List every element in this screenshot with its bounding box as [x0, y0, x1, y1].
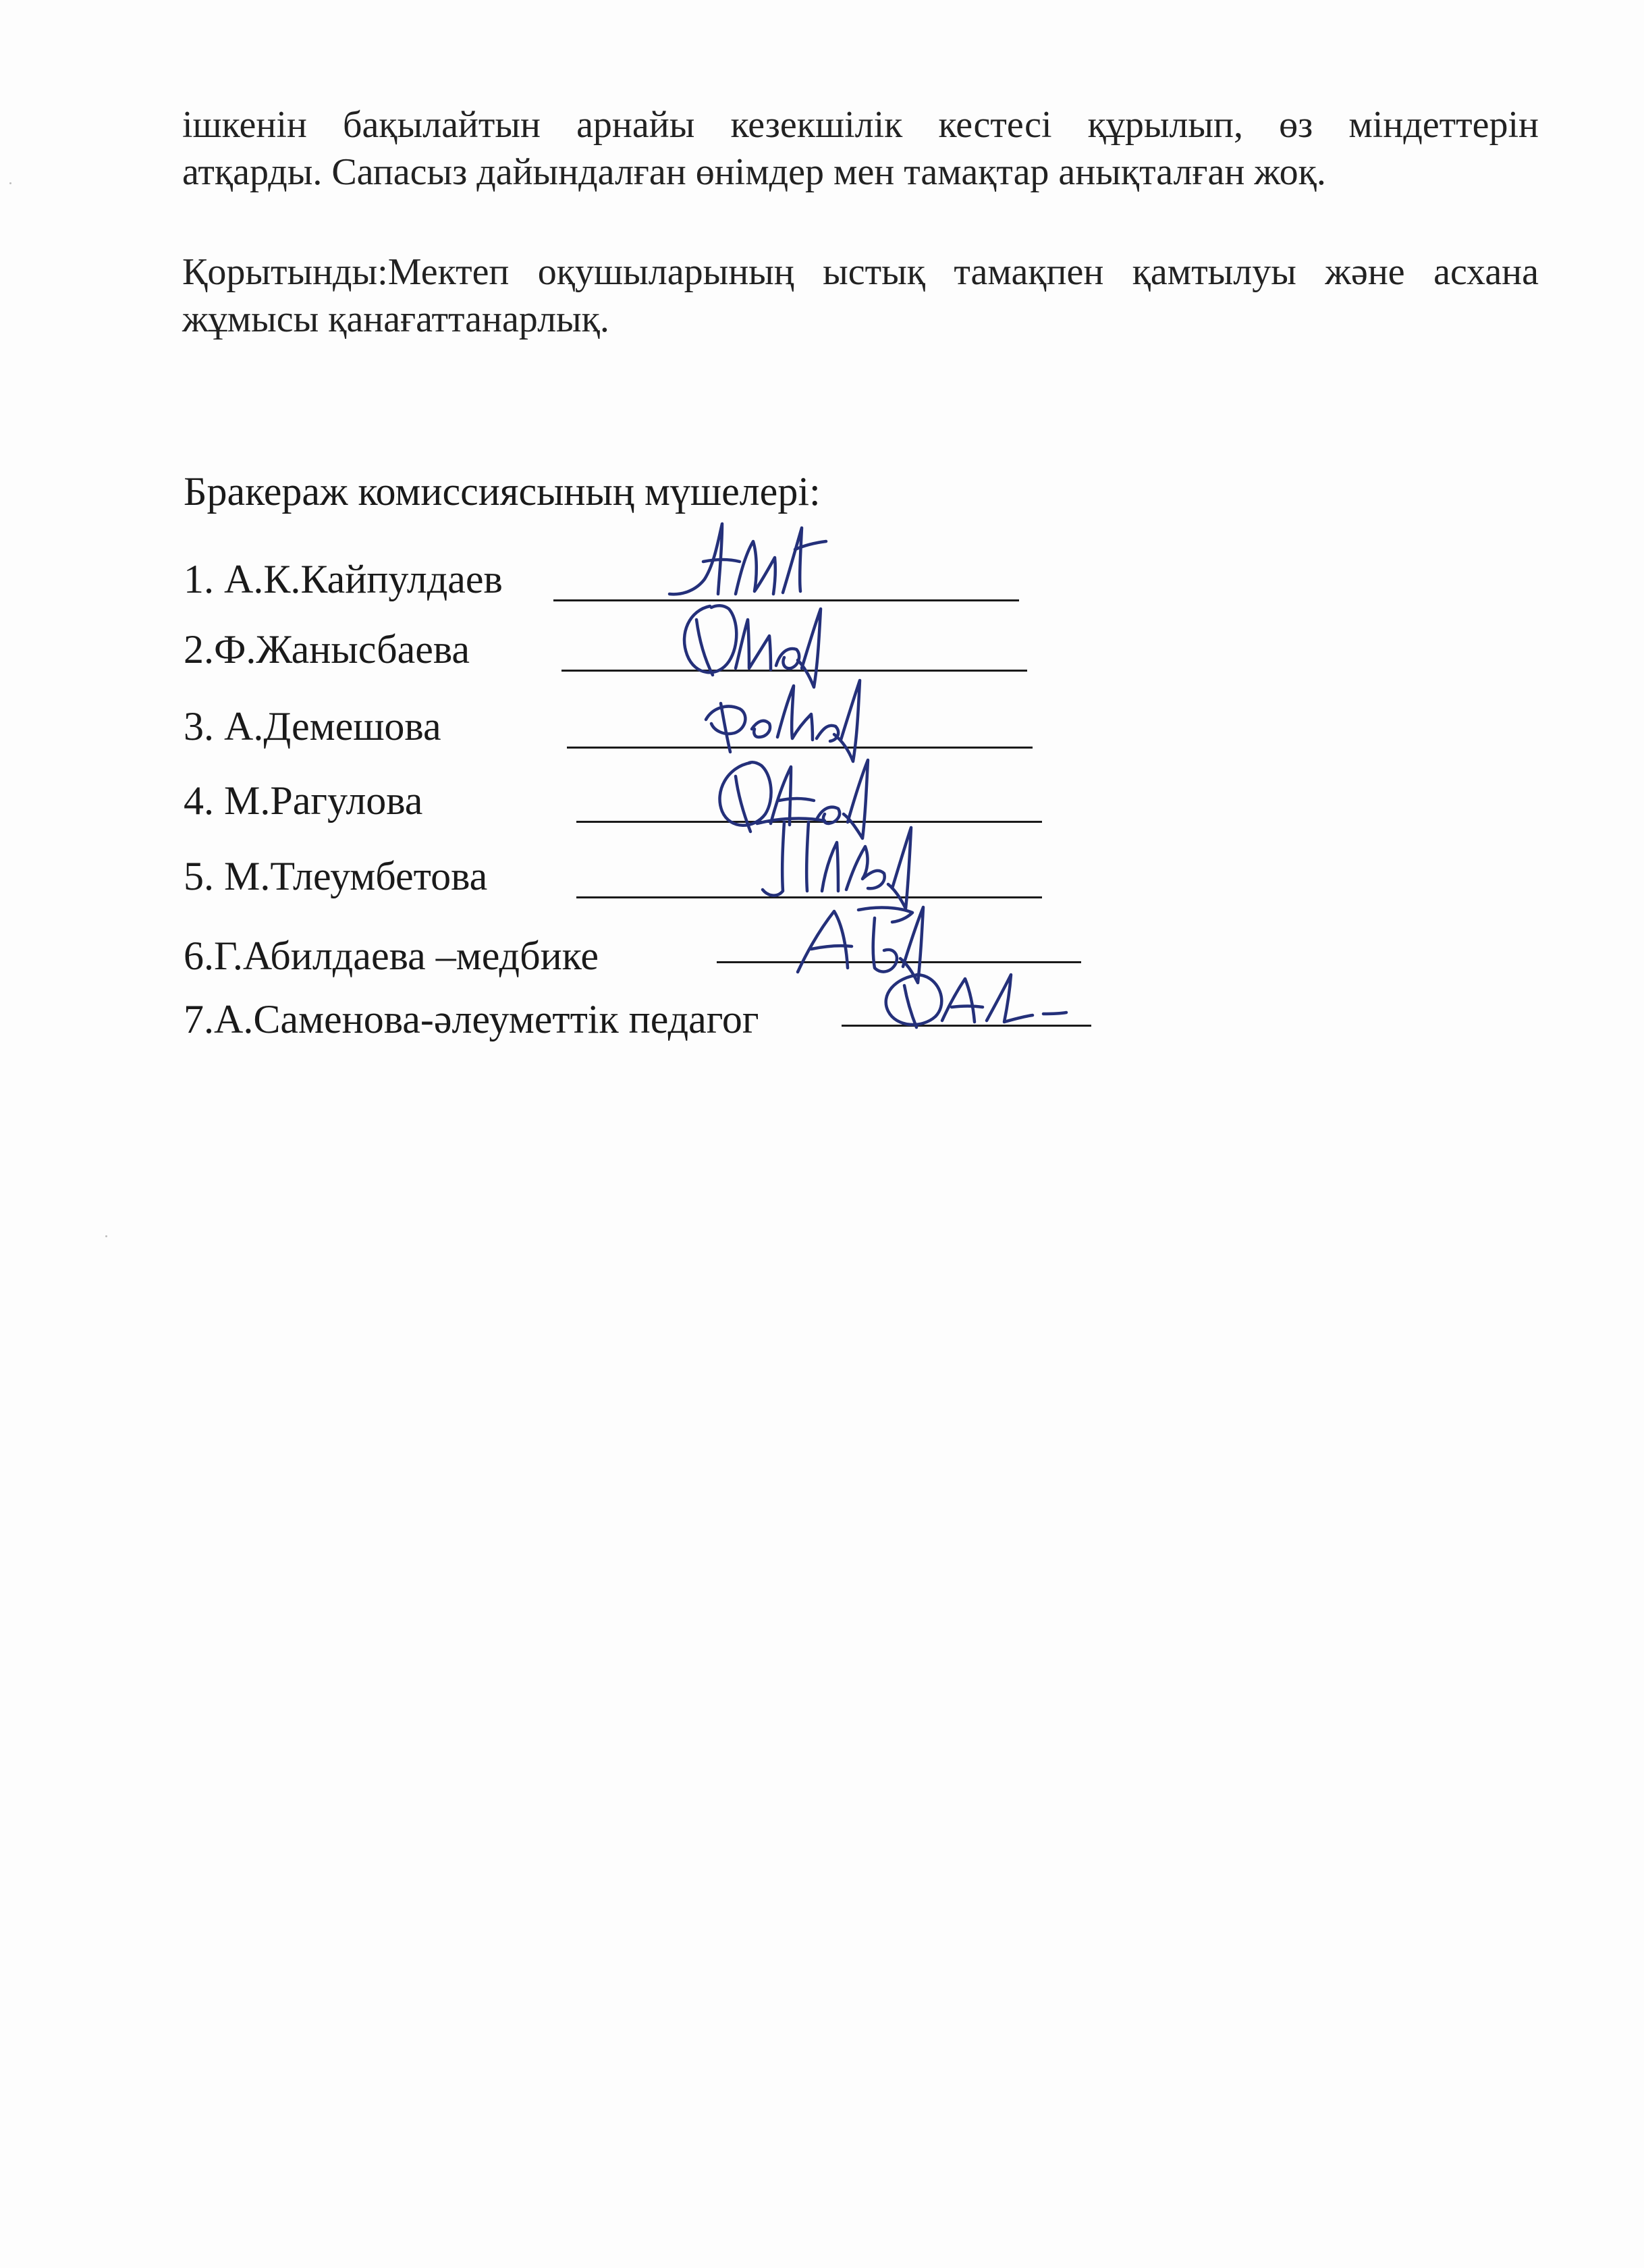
paragraph-line: атқарды. Сапасыз дайындалған өнімдер мен тамақтар анықталған жоқ.	[182, 151, 1326, 193]
commission-member	[184, 702, 1034, 756]
paragraph-conclusion	[182, 248, 1539, 343]
member-name: 5. М.Тлеумбетова	[184, 854, 488, 898]
scan-speck	[9, 182, 11, 184]
paragraph-line: жұмысы қанағаттанарлық.	[182, 298, 609, 340]
member-name: 6.Г.Абилдаева –медбике	[184, 934, 599, 978]
member-name: 4. М.Рагулова	[184, 778, 423, 823]
paragraph-line: ішкенін бақылайтын арнайы кезекшілік кестесі құрылып, өз міндеттерін	[182, 104, 1539, 146]
member-name: 1. А.К.Кайпулдаев	[184, 557, 503, 601]
paragraph-line: Қорытынды:Мектеп оқушыларының ыстық тамақпен қамтылуы және асхана	[182, 251, 1539, 293]
commission-heading: Бракераж комиссиясының мүшелері:	[184, 469, 821, 514]
scan-speck	[105, 1235, 107, 1237]
handwritten-signature	[872, 965, 1074, 1040]
member-name: 2.Ф.Жанысбаева	[184, 627, 470, 672]
commission-member	[184, 555, 1034, 609]
member-name: 7.А.Саменова-әлеуметтік педагог	[184, 997, 759, 1042]
paragraph-duty-schedule	[182, 101, 1539, 196]
commission-member	[184, 995, 1095, 1049]
commission-member	[184, 625, 1034, 679]
member-name: 3. А.Демешова	[184, 704, 441, 749]
